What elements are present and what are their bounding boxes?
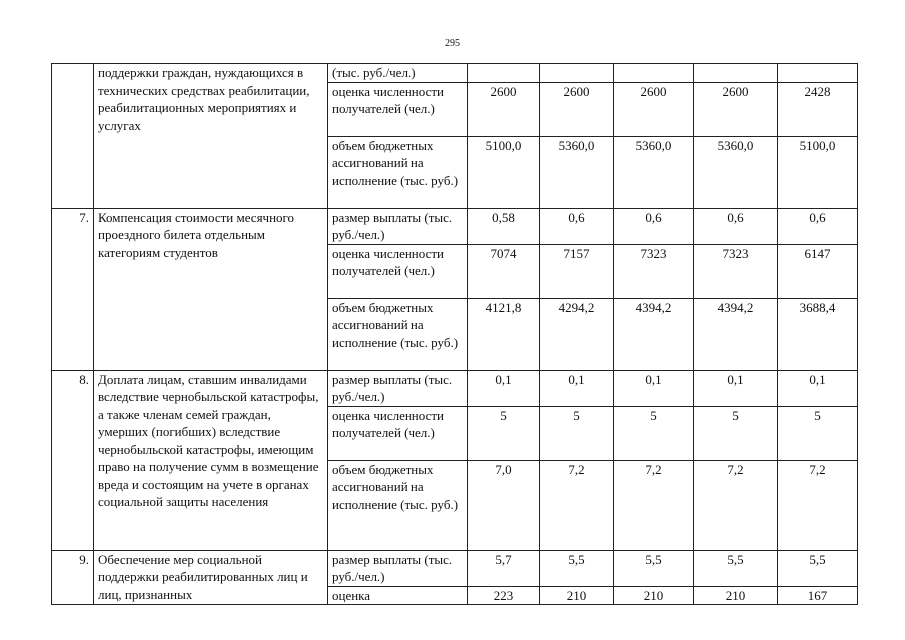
table-row xyxy=(52,550,858,586)
value-cell: 5,5 xyxy=(614,550,694,586)
value-cell: 5100,0 xyxy=(468,136,540,208)
value-cell xyxy=(614,64,694,83)
value-cell: 4121,8 xyxy=(468,298,540,370)
value-cell: 167 xyxy=(778,586,858,605)
measure-name: Доплата лицам, ставшим инвалидами вследствие чернобыльской катастрофы, а также членам семей граждан, умерших (погибших) вследствие чернобыльской катастрофы, имеющим право на получение сумм в возмещение вреда и состоящим на учете в органах социальной защиты населения xyxy=(94,370,328,550)
value-cell: 223 xyxy=(468,586,540,605)
value-cell: 4394,2 xyxy=(614,298,694,370)
value-cell: 3688,4 xyxy=(778,298,858,370)
value-cell xyxy=(468,64,540,83)
row-number: 9. xyxy=(52,550,94,605)
indicator-label: размер выплаты (тыс. руб./чел.) xyxy=(328,370,468,406)
value-cell: 2428 xyxy=(778,82,858,136)
value-cell: 7,2 xyxy=(694,460,778,550)
value-cell: 5,5 xyxy=(694,550,778,586)
row-number: 8. xyxy=(52,370,94,550)
value-cell: 210 xyxy=(614,586,694,605)
value-cell: 4294,2 xyxy=(540,298,614,370)
value-cell: 5360,0 xyxy=(694,136,778,208)
value-cell: 2600 xyxy=(468,82,540,136)
indicator-label: объем бюджетных ассигнований на исполнение (тыс. руб.) xyxy=(328,136,468,208)
value-cell: 5 xyxy=(468,406,540,460)
value-cell: 0,1 xyxy=(614,370,694,406)
value-cell: 7,2 xyxy=(540,460,614,550)
value-cell: 5 xyxy=(540,406,614,460)
indicator-label: объем бюджетных ассигнований на исполнение (тыс. руб.) xyxy=(328,460,468,550)
value-cell: 0,1 xyxy=(778,370,858,406)
value-cell: 4394,2 xyxy=(694,298,778,370)
value-cell: 5,5 xyxy=(540,550,614,586)
measure-name: Обеспечение мер социальной поддержки реабилитированных лиц и лиц, признанных xyxy=(94,550,328,605)
indicator-label: оценка численности получателей (чел.) xyxy=(328,244,468,298)
table-row xyxy=(52,64,858,83)
value-cell: 0,1 xyxy=(694,370,778,406)
value-cell: 7323 xyxy=(614,244,694,298)
value-cell: 5 xyxy=(694,406,778,460)
value-cell: 7323 xyxy=(694,244,778,298)
value-cell: 7,2 xyxy=(778,460,858,550)
value-cell: 5 xyxy=(614,406,694,460)
value-cell: 5360,0 xyxy=(540,136,614,208)
value-cell: 0,6 xyxy=(778,208,858,244)
page-number: 295 xyxy=(445,38,460,49)
value-cell: 5,5 xyxy=(778,550,858,586)
indicator-label: (тыс. руб./чел.) xyxy=(328,64,468,83)
indicator-label: размер выплаты (тыс. руб./чел.) xyxy=(328,550,468,586)
indicator-label: оценка численности получателей (чел.) xyxy=(328,82,468,136)
value-cell: 5100,0 xyxy=(778,136,858,208)
value-cell: 7,0 xyxy=(468,460,540,550)
table-row xyxy=(52,370,858,406)
value-cell: 5,7 xyxy=(468,550,540,586)
value-cell: 2600 xyxy=(694,82,778,136)
value-cell: 2600 xyxy=(540,82,614,136)
value-cell: 0,6 xyxy=(694,208,778,244)
indicator-label: оценка xyxy=(328,586,468,605)
row-number xyxy=(52,64,94,209)
value-cell: 5360,0 xyxy=(614,136,694,208)
measure-name: Компенсация стоимости месячного проездного билета отдельным категориям студентов xyxy=(94,208,328,370)
value-cell: 0,1 xyxy=(468,370,540,406)
indicator-label: размер выплаты (тыс. руб./чел.) xyxy=(328,208,468,244)
budget-table xyxy=(51,63,858,605)
value-cell: 5 xyxy=(778,406,858,460)
value-cell xyxy=(540,64,614,83)
row-number: 7. xyxy=(52,208,94,370)
value-cell: 0,58 xyxy=(468,208,540,244)
value-cell: 0,6 xyxy=(540,208,614,244)
value-cell: 7,2 xyxy=(614,460,694,550)
indicator-label: объем бюджетных ассигнований на исполнение (тыс. руб.) xyxy=(328,298,468,370)
value-cell: 2600 xyxy=(614,82,694,136)
table-row xyxy=(52,208,858,244)
value-cell: 6147 xyxy=(778,244,858,298)
value-cell: 210 xyxy=(694,586,778,605)
value-cell: 210 xyxy=(540,586,614,605)
value-cell: 7157 xyxy=(540,244,614,298)
value-cell: 7074 xyxy=(468,244,540,298)
indicator-label: оценка численности получателей (чел.) xyxy=(328,406,468,460)
value-cell xyxy=(694,64,778,83)
value-cell: 0,6 xyxy=(614,208,694,244)
value-cell xyxy=(778,64,858,83)
value-cell: 0,1 xyxy=(540,370,614,406)
measure-name: поддержки граждан, нуждающихся в технических средствах реабилитации, реабилитационных мероприятиях и услугах xyxy=(94,64,328,209)
